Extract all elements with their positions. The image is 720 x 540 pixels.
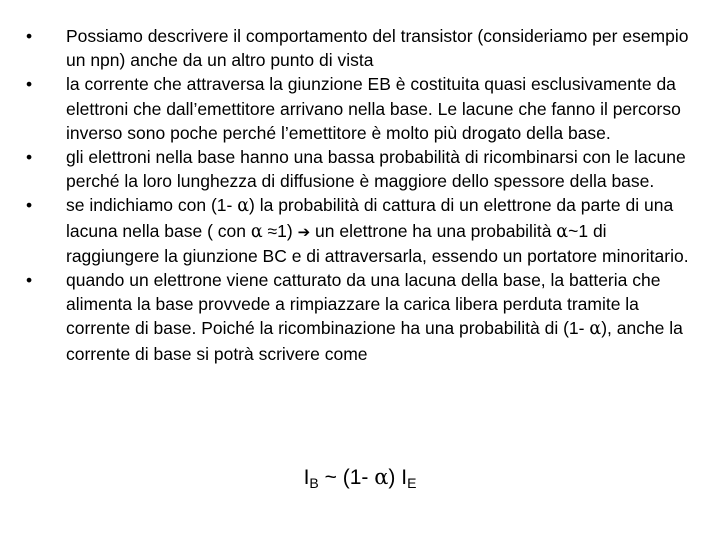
alpha-symbol: α xyxy=(374,465,389,489)
bullet-text-part: ) la probabilità di cattura di un elettrone da parte di una lacuna nella base ( con xyxy=(66,195,674,241)
bullet-text: la corrente che attraversa la giunzione EB è costituita quasi esclusivamente da elettroni che dall’emettitore arrivano nella base. Le lacune che fanno il percorso inverso sono poche perché l’emettitore è molto più drogato della base. xyxy=(66,74,681,143)
bullet-dot: • xyxy=(26,26,33,46)
formula-middle: ~ (1- xyxy=(318,466,375,489)
formula-sub-b: B xyxy=(309,475,319,491)
bullet-item-5 xyxy=(26,268,696,366)
bullet-item-1 xyxy=(26,24,696,72)
bullet-text-part: se indichiamo con (1- xyxy=(66,195,238,216)
formula-sub-e: E xyxy=(407,475,417,491)
bullet-dot: • xyxy=(26,147,33,168)
formula-close: ) I xyxy=(388,466,408,489)
bullet-text: gli elettroni nella base hanno una bassa probabilità di ricombinarsi con le lacune perché la loro lunghezza di diffusione è maggiore dello spessore della base. xyxy=(66,147,686,192)
bullet-dot: • xyxy=(26,74,33,95)
bullet-list xyxy=(26,24,696,366)
bullet-item-2 xyxy=(26,72,696,145)
bullet-dot: • xyxy=(26,195,33,216)
formula xyxy=(0,462,720,493)
bullet-item-3 xyxy=(26,145,696,193)
bullet-text-part: quando un elettrone viene catturato da una lacuna della base, la batteria che alimenta la base provvede a rimpiazzare la carica libera perduta tramite la corrente di base. Poiché la ricombinazione ha una probabilità di (1- xyxy=(66,270,661,339)
bullet-text-part: un elettrone ha una probabilità xyxy=(310,220,557,241)
bullet-text: Possiamo descrivere il comportamento del transistor (consideriamo per esempio un npn) anche da un altro punto di vista xyxy=(66,26,689,71)
alpha-symbol: α xyxy=(250,221,263,242)
alpha-symbol: α xyxy=(589,319,602,340)
bullet-text-part: ≈1) xyxy=(262,220,298,241)
right-arrow-icon: ➔ xyxy=(297,222,311,241)
bullet-item-4 xyxy=(26,193,696,268)
alpha-symbol: α xyxy=(237,196,250,217)
bullet-text-part: ~1 di raggiungere la giunzione BC e di attraversarla, essendo un portatore minoritario. xyxy=(66,220,689,266)
alpha-symbol: α xyxy=(556,221,569,242)
formula-ib: I xyxy=(303,466,310,489)
bullet-dot: • xyxy=(26,270,33,291)
bullet-text-part: ), anche la corrente di base si potrà scrivere come xyxy=(66,318,683,364)
